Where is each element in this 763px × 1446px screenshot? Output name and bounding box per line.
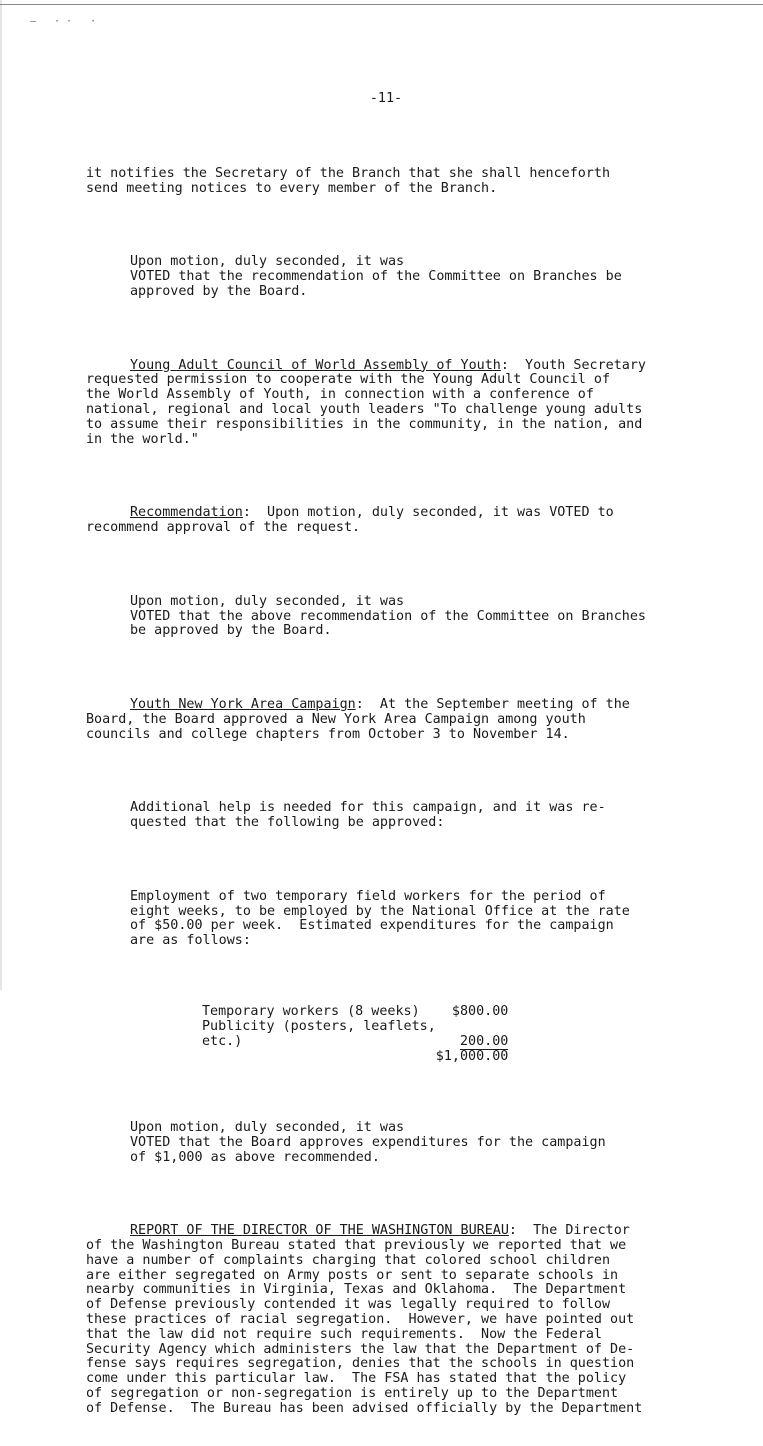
paragraph-vote-above: Upon motion, duly seconded, it was VOTED that the above recommendation of the Committee on Branches be approved by the Board. bbox=[130, 593, 646, 639]
top-rule bbox=[0, 4, 763, 5]
heading-youth-campaign: Youth New York Area Campaign bbox=[130, 696, 356, 712]
expense-amount: 200.00 bbox=[459, 1033, 509, 1049]
expense-amount: $800.00 bbox=[451, 1004, 509, 1020]
paragraph-employment: Employment of two temporary field workers for the period of eight weeks, to be employed by the National Office at the rate of $50.00 per week. Estimated expenditures for the campaign are as follows: bbox=[130, 888, 630, 949]
body-recommendation: : Upon motion, duly seconded, it was VOTED to recommend approval of the request. bbox=[86, 505, 614, 536]
expense-label: Publicity (posters, leaflets, bbox=[202, 1019, 436, 1035]
scan-specks: — ·· · bbox=[30, 16, 103, 27]
paragraph-additional-help: Additional help is needed for this campaign, and it was re- quested that the following be approved: bbox=[130, 800, 606, 831]
heading-young-adult-council: Young Adult Council of World Assembly of Youth bbox=[130, 357, 501, 373]
expense-row bbox=[202, 1035, 508, 1050]
paragraph-washington-bureau bbox=[86, 1224, 726, 1416]
body-young-adult-council: : Youth Secretary requested permission to cooperate with the Young Adult Council of the World Assembly of Youth, in connection with a conference of national, regional and local youth leaders "To challenge young adults to assume their responsibilities in the community, in the nation, and in the world." bbox=[86, 357, 646, 447]
expense-row bbox=[202, 1005, 508, 1020]
expense-label: Temporary workers (8 weeks) bbox=[202, 1004, 420, 1020]
expense-total: $1,000.00 bbox=[435, 1048, 509, 1064]
expense-row bbox=[202, 1020, 508, 1035]
scan-edge bbox=[0, 0, 2, 990]
paragraph-youth-campaign bbox=[86, 698, 726, 742]
paragraph-vote-branches: Upon motion, duly seconded, it was VOTED that the recommendation of the Committee on Branches be approved by the Board. bbox=[130, 254, 622, 299]
heading-washington-bureau: REPORT OF THE DIRECTOR OF THE WASHINGTON BUREAU bbox=[130, 1223, 509, 1239]
paragraph-recommendation bbox=[86, 506, 726, 536]
paragraph-vote-expenditures: Upon motion, duly seconded, it was VOTED that the Board approves expenditures for the campaign of $1,000 as above recommended. bbox=[130, 1119, 606, 1165]
expense-total-row bbox=[202, 1050, 508, 1065]
body-washington-bureau: : The Director of the Washington Bureau stated that previously we reported that we have a number of complaints charging that colored school children are either segregated on Army posts or sent to separate schools in nearby communities in Virginia, Texas and Oklahoma. The Department of Defense previously contended it was legally required to follow these practices of racial segregation. However, we have pointed out that the law did not require such requirements. Now the Federal Security Agency which administers the law that the Department of De- fense says requires segregation, denies that the schools in question come under this particular law. The FSA has stated that the policy of segregation or non-segregation is entirely up to the Department of Defense. The Bureau has been advised officially by the Department bbox=[86, 1223, 643, 1416]
body-youth-campaign: : At the September meeting of the Board, the Board approved a New York Area Campaign among youth councils and college chapters from October 3 to November 14. bbox=[86, 696, 630, 742]
expense-label: etc.) bbox=[202, 1033, 243, 1049]
heading-recommendation: Recommendation bbox=[130, 505, 243, 521]
expenditure-table bbox=[202, 1005, 508, 1064]
paragraph-branch-notice: it notifies the Secretary of the Branch that she shall henceforth send meeting notices to every member of the Branch. bbox=[86, 165, 611, 196]
paragraph-young-adult-council bbox=[86, 359, 726, 448]
document-page bbox=[86, 62, 726, 1446]
page-number: -11- bbox=[369, 90, 403, 106]
